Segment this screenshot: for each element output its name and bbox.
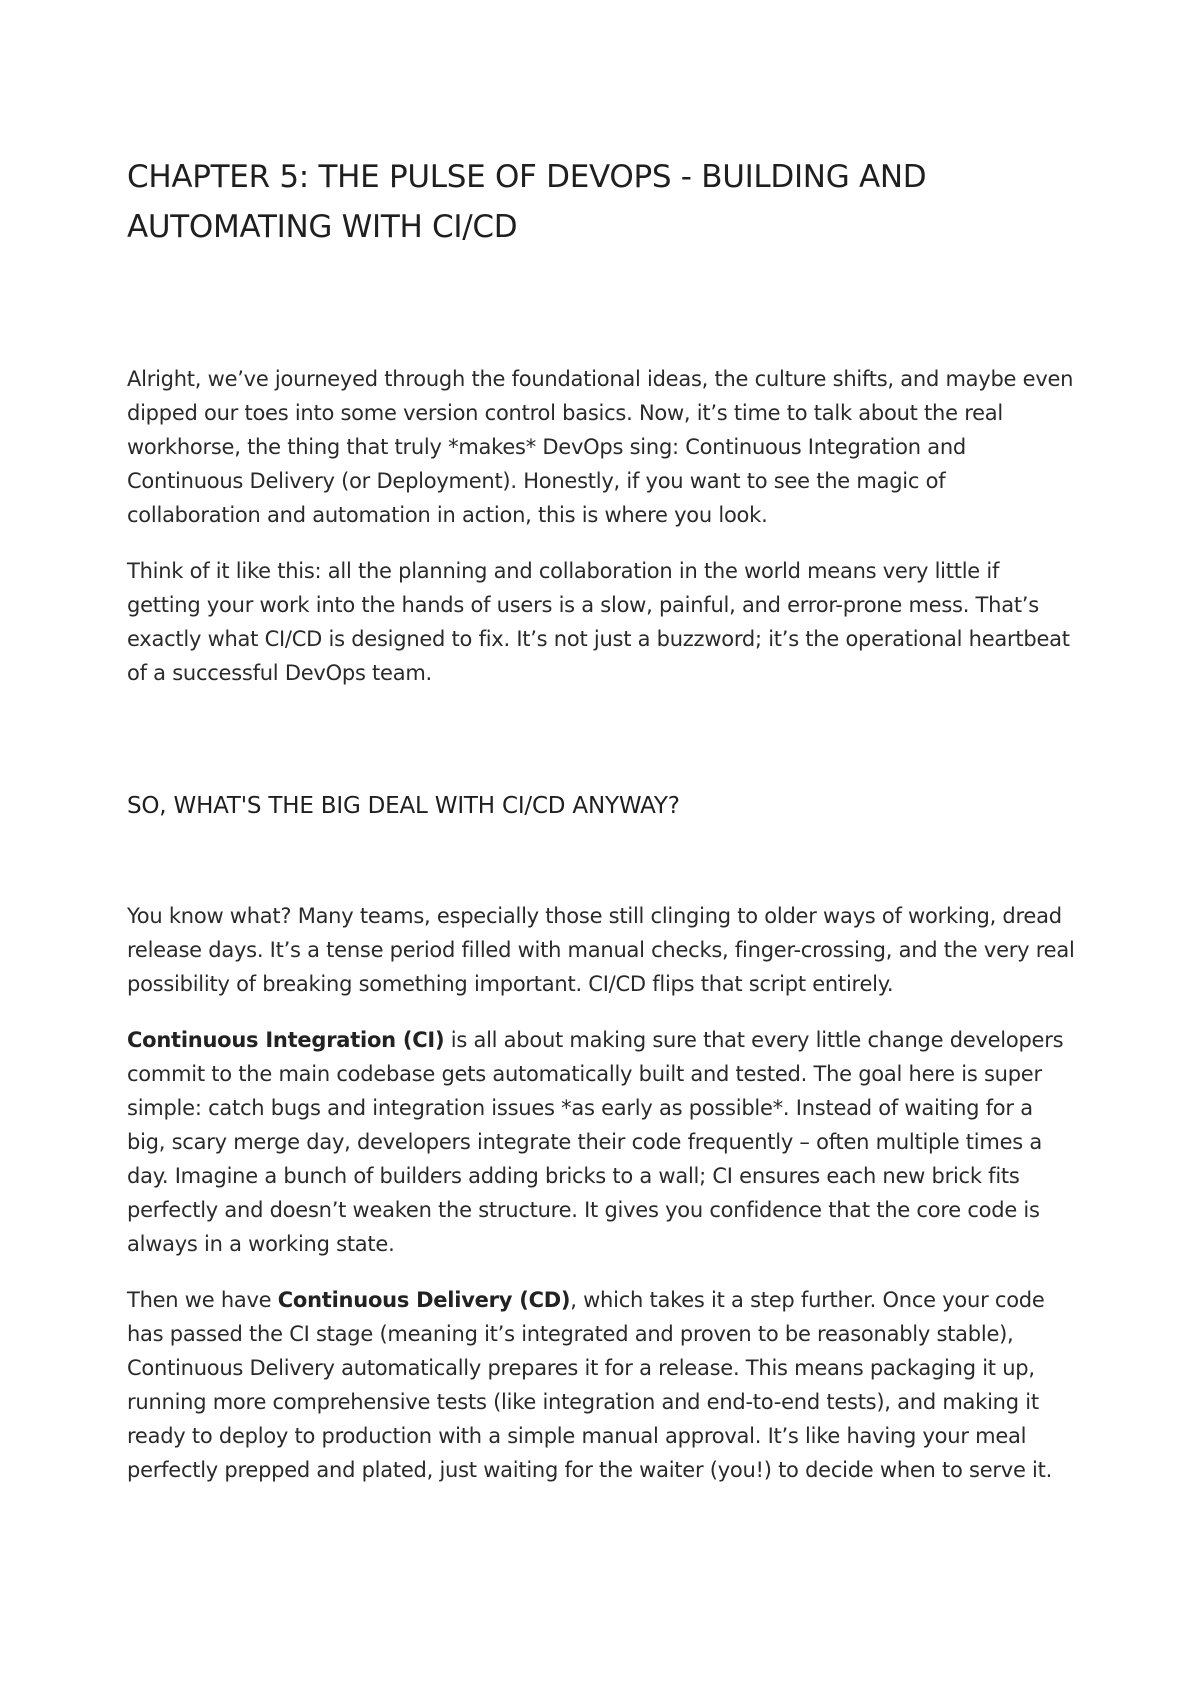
intro-paragraph-2: Think of it like this: all the planning and collaboration in the world means very little if getting your work into the hands of users is a slow, painful, and error-prone mess. That’s exactly what CI/CD is designed to fix. It’s not just a buzzword; it’s the operational heartbeat of a successful DevOps team. (127, 559, 1070, 685)
ci-term: Continuous Integration (CI) (127, 1028, 445, 1052)
ci-text: is all about making sure that every little change developers commit to the main codebase gets automatically built and tested. The goal here is super simple: catch bugs and integration issues *as early as possible*. Instead of waiting for a big, scary merge day, developers integrate their code frequently – often multiple times a day. Imagine a bunch of builders adding bricks to a wall; CI ensures each new brick fits perfectly and doesn’t weaken the structure. It gives you confidence that the core code is always in a working state. (127, 1028, 1064, 1256)
section-paragraph-1: You know what? Many teams, especially those still clinging to older ways of working, dread release days. It’s a tense period filled with manual checks, finger-crossing, and the very real possibility of breaking something important. CI/CD flips that script entirely. (127, 904, 1075, 996)
cd-paragraph (127, 1283, 1077, 1487)
section-title: SO, WHAT'S THE BIG DEAL WITH CI/CD ANYWAY? (127, 793, 680, 819)
cd-text: , which takes it a step further. Once your code has passed the CI stage (meaning it’s integrated and proven to be reasonably stable), Continuous Delivery automatically prepares it for a release. This means packaging it up, running more comprehensive tests (like integration and end-to-end tests), and making it ready to deploy to production with a simple manual approval. It’s like having your meal perfectly prepped and plated, just waiting for the waiter (you!) to decide when to serve it. (127, 1288, 1053, 1482)
intro-paragraph-1: Alright, we’ve journeyed through the foundational ideas, the culture shifts, and maybe even dipped our toes into some version control basics. Now, it’s time to talk about the real workhorse, the thing that truly *makes* DevOps sing: Continuous Integration and Continuous Delivery (or Deployment). Honestly, if you want to see the magic of collaboration and automation in action, this is where you look. (127, 367, 1074, 527)
document-page (127, 152, 1077, 1487)
chapter-title: CHAPTER 5: THE PULSE OF DEVOPS - BUILDING AND AUTOMATING WITH CI/CD (127, 159, 927, 245)
cd-term: Continuous Delivery (CD) (277, 1288, 571, 1312)
cd-lead: Then we have (127, 1288, 278, 1312)
ci-paragraph (127, 1023, 1077, 1261)
